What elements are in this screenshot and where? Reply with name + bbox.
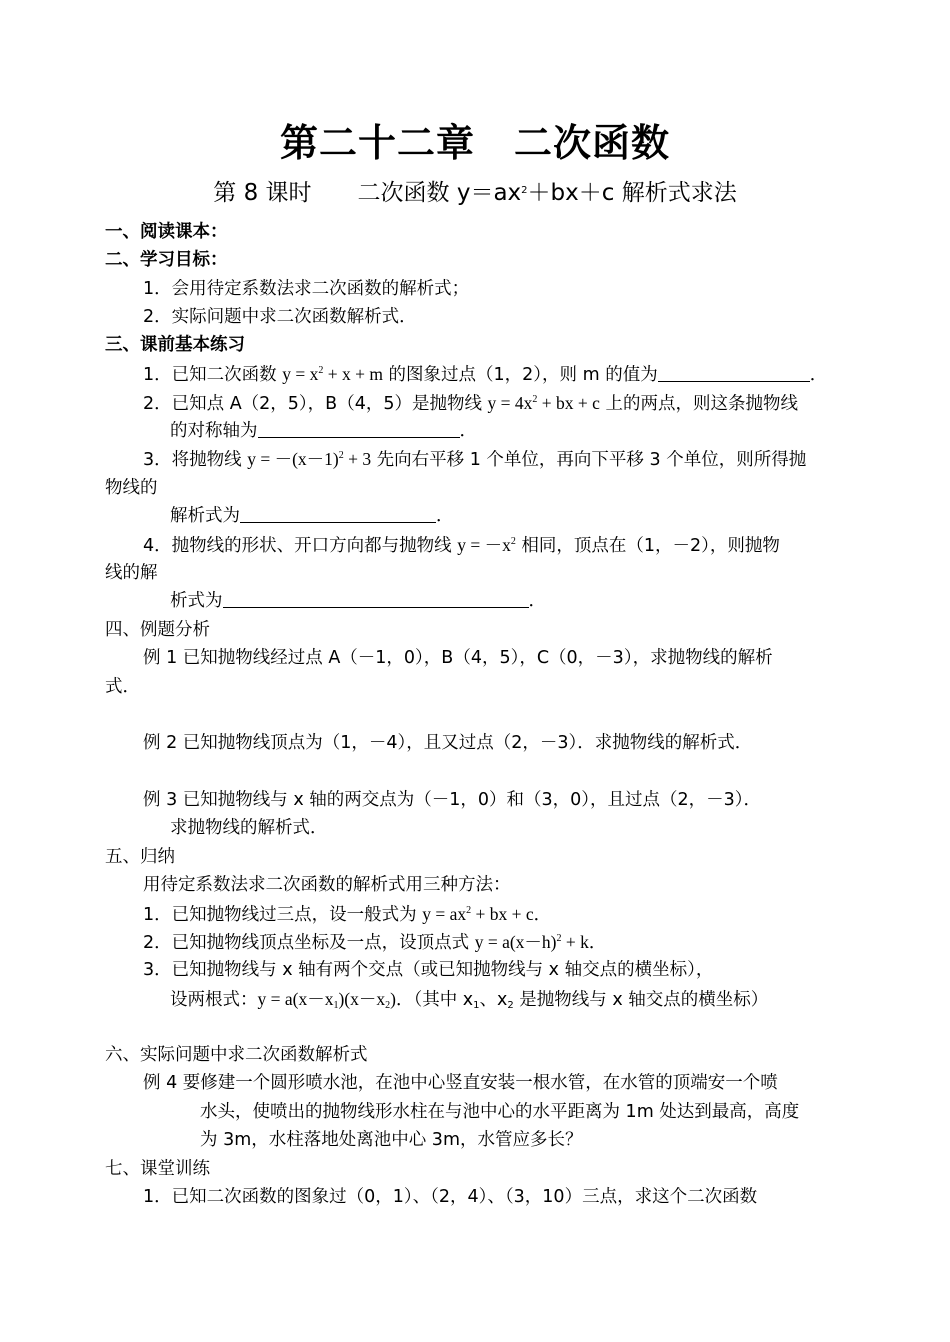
exercise-3 [143, 447, 806, 472]
answer-blank-1[interactable] [658, 363, 810, 382]
formula-part: + bx + c [471, 904, 534, 924]
summary-intro: 用待定系数法求二次函数的解析式用三种方法： [143, 875, 511, 895]
section-examples: 四、例题分析 [105, 620, 210, 640]
period: ． [459, 421, 477, 441]
period: ． [533, 905, 552, 925]
period: ． [436, 506, 454, 526]
section-summary: 五、归纳 [105, 847, 175, 867]
exercise-2-text: 2．已知点 A（2，5），B（4，5）是抛物线 [143, 394, 488, 414]
section-training: 七、课堂训练 [105, 1159, 210, 1179]
method-2-formula [475, 932, 589, 952]
method-2-text: 2．已知抛物线顶点坐标及一点，设顶点式 [143, 933, 475, 953]
formula-exponent: 2 [532, 394, 538, 405]
method-3-note: ．（其中 x [395, 990, 474, 1010]
formula-part: ) [390, 989, 396, 1009]
example-3: 例 3 已知抛物线与 x 轴的两交点为（－1，0）和（3，0），且过点（2，－3）． [143, 790, 762, 810]
example-4-line3: 为 3m，水柱落地处离池中心 3m，水管应多长？ [200, 1130, 583, 1150]
method-1-formula [422, 904, 533, 924]
exercise-3-formula [247, 449, 371, 469]
answer-blank-2[interactable] [258, 419, 460, 438]
exercise-1-formula [282, 364, 383, 384]
example-1: 例 1 已知抛物线经过点 A（－1，0），B（4，5），C（0，－3），求抛物线的解析 [143, 648, 773, 668]
formula-part: y = ax [422, 904, 467, 924]
section-reading: 一、阅读课本： [105, 222, 228, 242]
method-3-text: 设两根式： [170, 990, 258, 1010]
summary-method-1 [143, 902, 551, 927]
formula-exponent: 2 [510, 536, 516, 547]
summary-method-2 [143, 930, 606, 955]
lesson-title-suffix: ＋bx＋c 解析式求法 [527, 180, 737, 206]
formula-part: )(x－x [338, 989, 386, 1009]
exercise-2-line2 [170, 419, 477, 443]
summary-method-3: 3．已知抛物线与 x 轴有两个交点（或已知抛物线与 x 轴交点的横坐标）， [143, 960, 714, 980]
example-4: 例 4 要修建一个圆形喷水池，在池中心竖直安装一根水管，在水管的顶端安一个喷 [143, 1073, 778, 1093]
exercise-3-text-2: 先向右平移 1 个单位，再向下平移 3 个单位，则所得抛 [371, 450, 807, 470]
formula-part: + 3 [343, 449, 372, 469]
formula-subscript: 2 [507, 1000, 514, 1011]
exercise-2-text-3: 的对称轴为 [170, 421, 258, 441]
formula-part: y = －(x－1) [247, 449, 339, 469]
exercise-2 [143, 391, 798, 416]
formula-exponent: 2 [338, 450, 344, 461]
lesson-title-prefix: 第 8 课时 二次函数 y＝ax [213, 180, 522, 206]
formula-exponent: 2 [556, 933, 562, 944]
training-item-1: 1．已知二次函数的图象过（0，1）、（2，4）、（3，10）三点，求这个二次函数 [143, 1187, 758, 1207]
example-4-line2: 水头，使喷出的抛物线形水柱在与池中心的水平距离为 1m 处达到最高，高度 [200, 1102, 800, 1122]
method-3-formula [258, 989, 396, 1009]
example-1-line2: 式． [105, 677, 140, 697]
exercise-4-formula [457, 535, 516, 555]
answer-blank-3[interactable] [240, 504, 436, 523]
exercise-4-text-2: 相同，顶点在（1，－2），则抛物 [515, 536, 780, 556]
method-1-text: 1．已知抛物线过三点，设一般式为 [143, 905, 423, 925]
formula-exponent: 2 [318, 365, 324, 376]
goal-item-1: 1．会用待定系数法求二次函数的解析式； [143, 279, 470, 299]
exercise-3-text-3: 解析式为 [170, 506, 240, 526]
formula-part: + k [561, 932, 589, 952]
formula-part: y = a(x－h) [474, 932, 557, 952]
exercise-4-text: 4．抛物线的形状、开口方向都与抛物线 [143, 536, 458, 556]
formula-subscript: 1 [473, 1000, 480, 1011]
formula-part: y = －x [457, 535, 511, 555]
exercise-4-text-3: 析式为 [170, 591, 223, 611]
exercise-3-text: 3．将抛物线 [143, 450, 248, 470]
formula-part: + bx + c [537, 393, 600, 413]
formula-part: y = 4x [487, 393, 533, 413]
chapter-title: 第二十二章 二次函数 [279, 121, 670, 165]
section-exercises: 三、课前基本练习 [105, 335, 245, 355]
exercise-3-line3 [170, 504, 454, 528]
formula-exponent: 2 [466, 905, 472, 916]
formula-subscript: 2 [385, 1000, 391, 1011]
exercise-4 [143, 533, 780, 558]
example-3-line2: 求抛物线的解析式． [170, 818, 328, 838]
lesson-title [0, 174, 950, 207]
formula-part: y = a(x－x [257, 989, 334, 1009]
exercise-2-formula [488, 393, 600, 413]
summary-method-3-line2 [170, 987, 768, 1012]
exercise-4-line3 [170, 589, 546, 613]
formula-part: y = x [282, 364, 319, 384]
period: ． [528, 591, 546, 611]
example-2: 例 2 已知抛物线顶点为（1，－4），且又过点（2，－3）．求抛物线的解析式． [143, 733, 753, 753]
exercise-2-text-2: 上的两点，则这条抛物线 [599, 394, 798, 414]
exercise-4-line2: 线的解 [105, 563, 158, 583]
method-3-note-3: 是抛物线与 x 轴交点的横坐标） [513, 990, 769, 1010]
period: ． [809, 365, 828, 385]
exercise-1-text-2: 的图象过点（1，2），则 m 的值为 [382, 365, 658, 385]
exercise-3-line2: 物线的 [105, 478, 158, 498]
lesson-title-exponent: 2 [521, 185, 528, 196]
method-3-note-2: 、x [479, 990, 508, 1010]
exercise-1-text: 1．已知二次函数 [143, 365, 283, 385]
formula-subscript: 1 [333, 1000, 339, 1011]
goal-item-2: 2．实际问题中求二次函数解析式． [143, 307, 417, 327]
section-practical: 六、实际问题中求二次函数解析式 [105, 1045, 368, 1065]
formula-part: + x + m [323, 364, 383, 384]
answer-blank-4[interactable] [223, 589, 529, 608]
exercise-1 [143, 362, 827, 387]
section-goals: 二、学习目标： [105, 250, 228, 270]
period: ． [588, 933, 607, 953]
